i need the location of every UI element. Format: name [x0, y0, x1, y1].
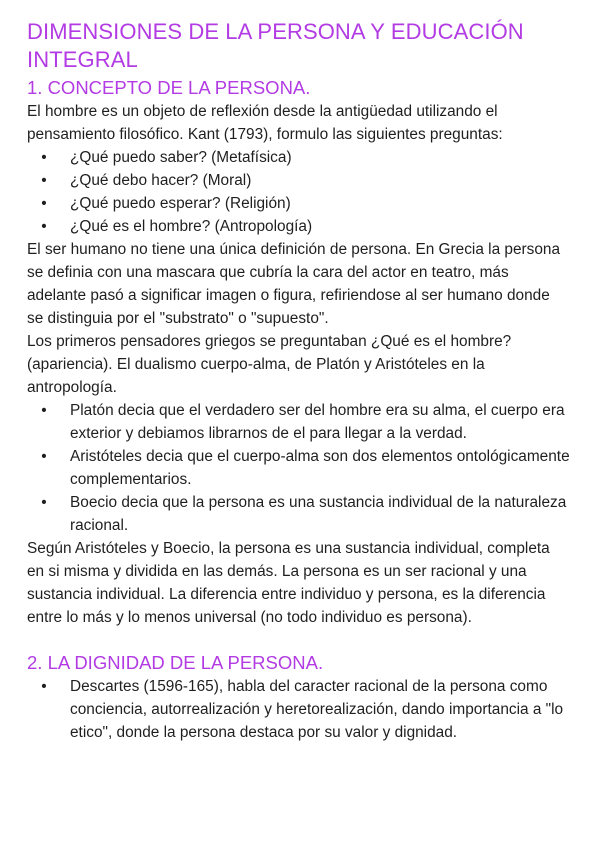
bullet-icon: •	[41, 448, 47, 465]
list-item: • Platón decia que el verdadero ser del hombre era su alma, el cuerpo era exterior y debiamos librarnos de el para llegar a la verdad.	[27, 399, 570, 445]
bullet-icon: •	[41, 195, 47, 212]
bullet-icon: •	[41, 218, 47, 235]
section-1-heading: 1. CONCEPTO DE LA PERSONA.	[27, 77, 311, 98]
section-1-paragraph-4: Según Aristóteles y Boecio, la persona es una sustancia individual, completa en si misma y dividida en las demás. La persona es un ser racional y una sustancia individual. La diferencia entre individuo y persona, es la diferencia entre lo más y lo menos universal (no todo individuo es persona).	[27, 540, 550, 626]
bullet-icon: •	[41, 149, 47, 166]
list-item: • ¿Qué puedo esperar? (Religión)	[27, 192, 570, 215]
list-item: • Aristóteles decia que el cuerpo-alma son dos elementos ontológicamente complementarios.	[27, 445, 570, 491]
list-item: • ¿Qué debo hacer? (Moral)	[27, 169, 570, 192]
bullet-icon: •	[41, 678, 47, 695]
section-2-heading: 2. LA DIGNIDAD DE LA PERSONA.	[27, 652, 324, 673]
bullet-icon: •	[41, 172, 47, 189]
section-1-paragraph-1: El hombre es un objeto de reflexión desde la antigüedad utilizando el pensamiento filosófico. Kant (1793), formulo las siguientes preguntas:	[27, 103, 503, 143]
list-item: • Descartes (1596-165), habla del caracter racional de la persona como conciencia, autorrealización y heretorealización, dando importancia a "lo etico", donde la persona destaca por su valor y dignidad.	[27, 675, 570, 744]
list-item: • ¿Qué puedo saber? (Metafísica)	[27, 146, 570, 169]
document-title: DIMENSIONES DE LA PERSONA Y EDUCACIÓN INTEGRAL	[27, 19, 524, 72]
philosophers-list	[27, 399, 570, 537]
list-item: • Boecio decia que la persona es una sustancia individual de la naturaleza racional.	[27, 491, 570, 537]
list-item: • ¿Qué es el hombre? (Antropología)	[27, 215, 570, 238]
dignity-list	[27, 675, 570, 744]
section-1-paragraph-3: Los primeros pensadores griegos se preguntaban ¿Qué es el hombre? (apariencia). El dualismo cuerpo-alma, de Platón y Aristóteles en la antropología.	[27, 333, 512, 396]
section-1-paragraph-2: El ser humano no tiene una única definición de persona. En Grecia la persona se definia con una mascara que cubría la cara del actor en teatro, más adelante pasó a significar imagen o figura, refiriendose al ser humano donde se distinguia por el "substrato" o "supuesto".	[27, 241, 561, 327]
bullet-icon: •	[41, 494, 47, 511]
bullet-icon: •	[41, 402, 47, 419]
kant-questions-list	[27, 146, 570, 238]
